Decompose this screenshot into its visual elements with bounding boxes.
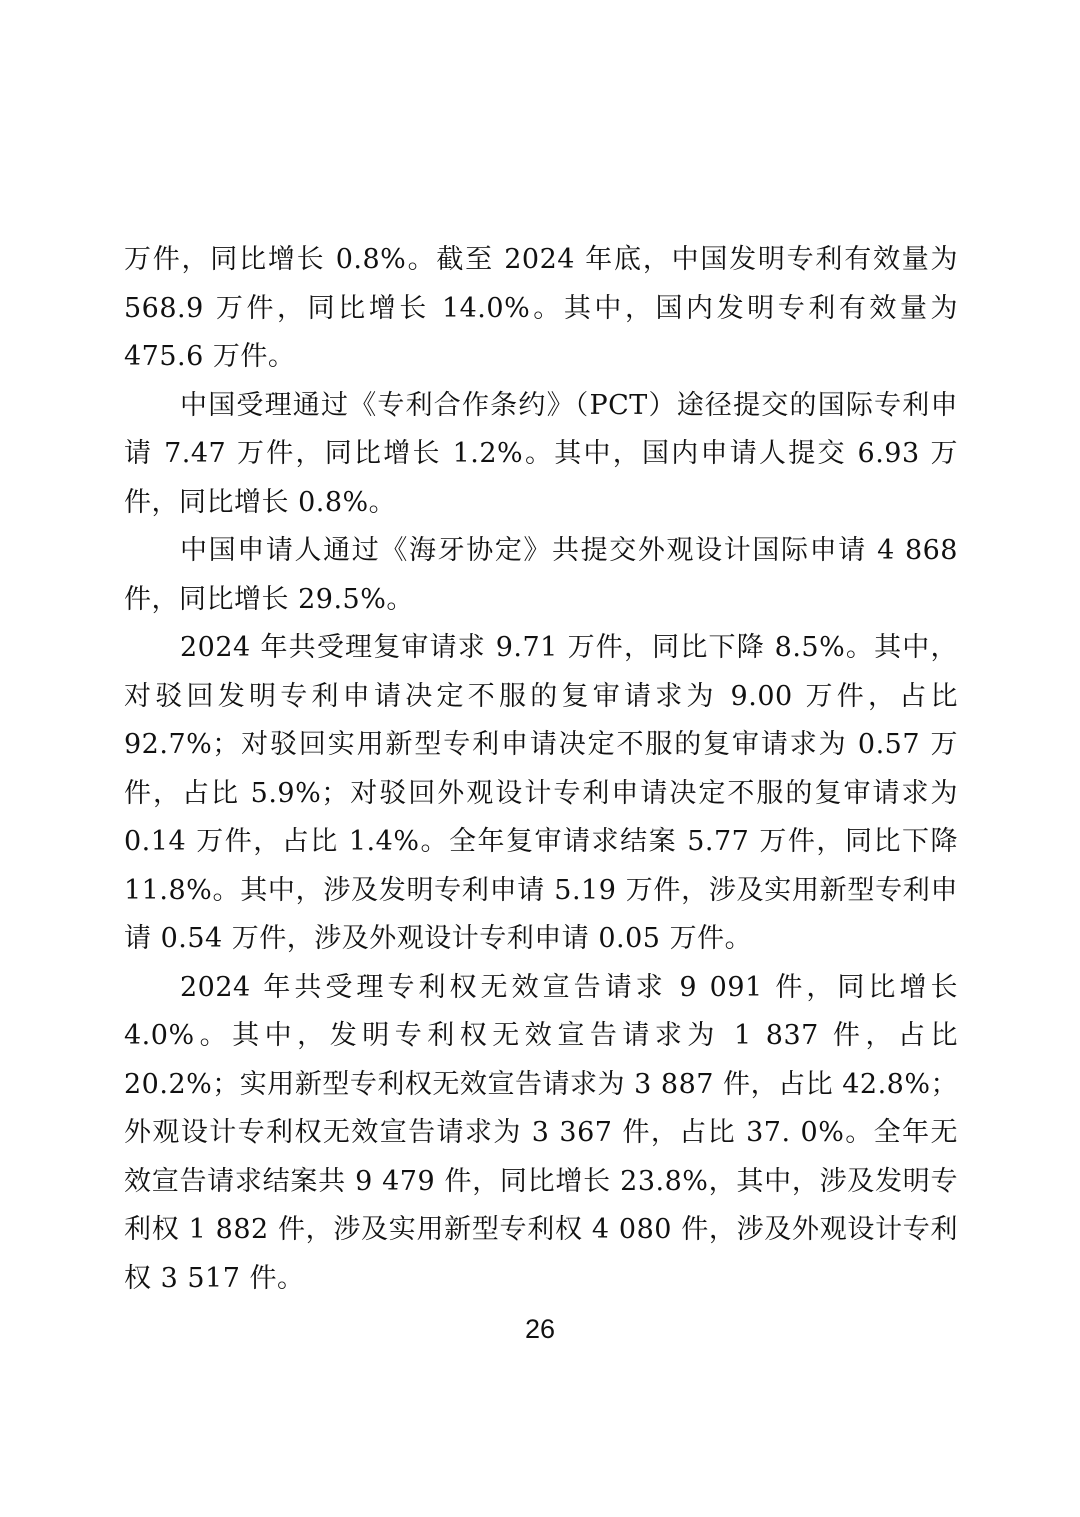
paragraph-patent-stock: 万件，同比增长 0.8%。截至 2024 年底，中国发明专利有效量为 568.9 万件，同比增长 14.0%。其中，国内发明专利有效量为 475.6 万件。 <box>124 244 958 372</box>
paragraph-invalidation-requests: 2024 年共受理专利权无效宣告请求 9 091 件，同比增长 4.0%。其中，发明专利权无效宣告请求为 1 837 件，占比 20.2%；实用新型专利权无效宣告请求为 3 887 件，占比 42.8%；外观设计专利权无效宣告请求为 3 367 件，占比 37. 0%。全年无效宣告请求结案共 9 479 件，同比增长 23.8%，其中，涉及发明专利权 1 882 件，涉及实用新型专利权 4 080 件，涉及外观设计专利权 3 517 件。 <box>124 971 958 1294</box>
paragraph-reexamination-requests: 2024 年共受理复审请求 9.71 万件，同比下降 8.5%。其中，对驳回发明专利申请决定不服的复审请求为 9.00 万件，占比 92.7%；对驳回实用新型专利申请决定不服的复审请求为 0.57 万件，占比 5.9%；对驳回外观设计专利申请决定不服的复审请求为 0.14 万件，占比 1.4%。全年复审请求结案 5.77 万件，同比下降 11.8%。其中，涉及发明专利申请 5.19 万件，涉及实用新型专利申请 0.54 万件，涉及外观设计专利申请 0.05 万件。 <box>124 632 958 954</box>
page-number: 26 <box>524 1314 556 1344</box>
document-body <box>124 236 958 1303</box>
paragraph-pct-applications: 中国受理通过《专利合作条约》（PCT）途径提交的国际专利申请 7.47 万件，同比增长 1.2%。其中，国内申请人提交 6.93 万件，同比增长 0.8%。 <box>124 389 958 518</box>
paragraph-hague-applications: 中国申请人通过《海牙协定》共提交外观设计国际申请 4 868 件，同比增长 29.5%。 <box>124 535 958 615</box>
